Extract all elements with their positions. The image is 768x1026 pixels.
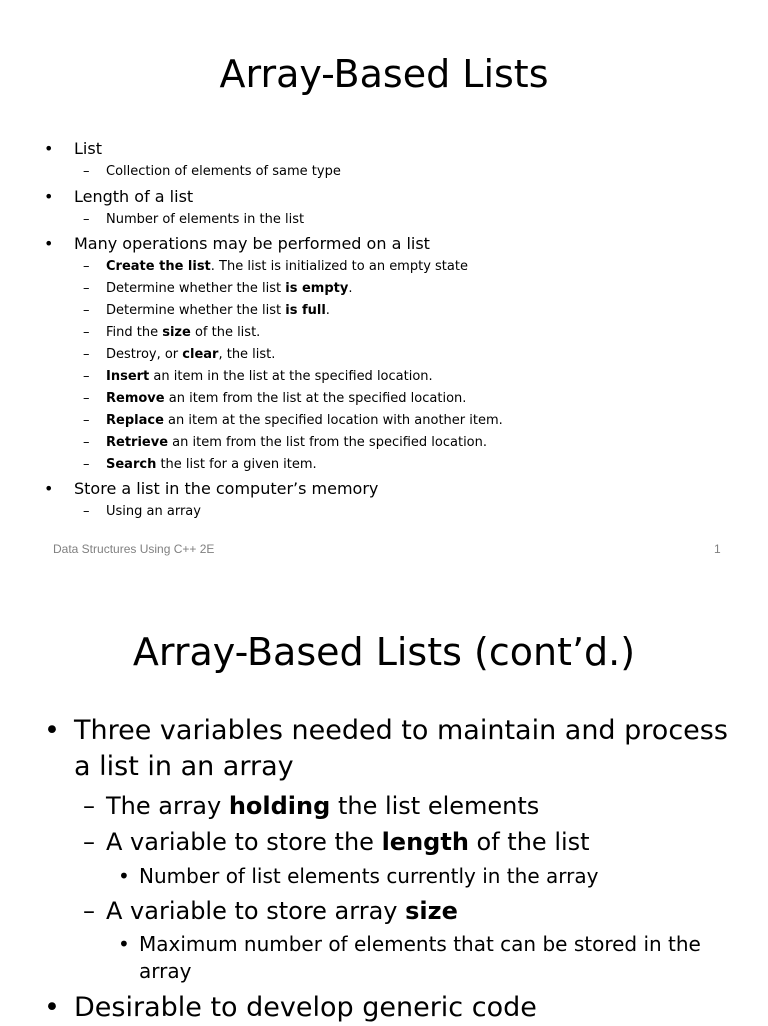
bullet-operations: Many operations may be performed on a list	[74, 234, 430, 253]
dash-marker: –	[83, 435, 90, 450]
dash-marker: –	[83, 391, 90, 406]
dash-marker: –	[83, 347, 90, 362]
slide-1-title: Array-Based Lists	[219, 52, 549, 96]
sub-array-holding: The array holding the list elements	[106, 792, 540, 820]
dash-marker: –	[83, 259, 90, 274]
op-size: Find the size of the list.	[106, 325, 261, 340]
bullet-marker: •	[118, 932, 130, 956]
dash-marker: –	[83, 457, 90, 472]
bullet-marker: •	[44, 139, 54, 158]
footer-course-title: Data Structures Using C++ 2E	[53, 542, 215, 556]
op-clear: Destroy, or clear, the list.	[106, 347, 276, 362]
dash-marker: –	[83, 897, 95, 925]
dash-marker: –	[83, 504, 90, 519]
slide-2	[0, 576, 768, 1024]
op-search: Search the list for a given item.	[106, 457, 317, 472]
dash-marker: –	[83, 325, 90, 340]
dash-marker: –	[83, 828, 95, 856]
bullet-marker: •	[44, 187, 54, 206]
bullet-length: Length of a list	[74, 187, 194, 206]
item-current-count: Number of list elements currently in the array	[139, 864, 599, 888]
bullet-generic-code: Desirable to develop generic code	[74, 992, 537, 1023]
dash-marker: –	[83, 792, 95, 820]
slide-2-title: Array-Based Lists (cont’d.)	[132, 630, 636, 674]
footer-page-number: 1	[714, 542, 721, 556]
sub-using-array: Using an array	[106, 504, 201, 519]
op-retrieve: Retrieve an item from the list from the specified location.	[106, 435, 488, 450]
bullet-marker: •	[44, 479, 54, 498]
op-is-empty: Determine whether the list is empty.	[106, 281, 353, 296]
bullet-marker: •	[118, 864, 130, 888]
bullet-marker: •	[44, 234, 54, 253]
op-insert: Insert an item in the list at the specified location.	[106, 369, 433, 384]
op-is-full: Determine whether the list is full.	[106, 303, 330, 318]
dash-marker: –	[83, 212, 90, 227]
op-create: Create the list. The list is initialized to an empty state	[106, 259, 468, 274]
sub-number-of-elements: Number of elements in the list	[106, 212, 305, 227]
bullet-three-variables: Three variables needed to maintain and process a list in an array	[74, 715, 728, 782]
sub-length-variable: A variable to store the length of the list	[106, 828, 590, 856]
bullet-marker: •	[44, 715, 60, 746]
op-remove: Remove an item from the list at the specified location.	[106, 391, 467, 406]
dash-marker: –	[83, 281, 90, 296]
dash-marker: –	[83, 369, 90, 384]
dash-marker: –	[83, 164, 90, 179]
bullet-list: List	[74, 139, 102, 158]
dash-marker: –	[83, 303, 90, 318]
dash-marker: –	[83, 413, 90, 428]
item-max-elements: Maximum number of elements that can be stored in the array	[139, 932, 701, 983]
bullet-store: Store a list in the computer’s memory	[74, 479, 379, 498]
sub-collection: Collection of elements of same type	[106, 164, 341, 179]
sub-size-variable: A variable to store array size	[106, 897, 458, 925]
bullet-marker: •	[44, 992, 60, 1023]
op-replace: Replace an item at the specified location with another item.	[106, 413, 503, 428]
